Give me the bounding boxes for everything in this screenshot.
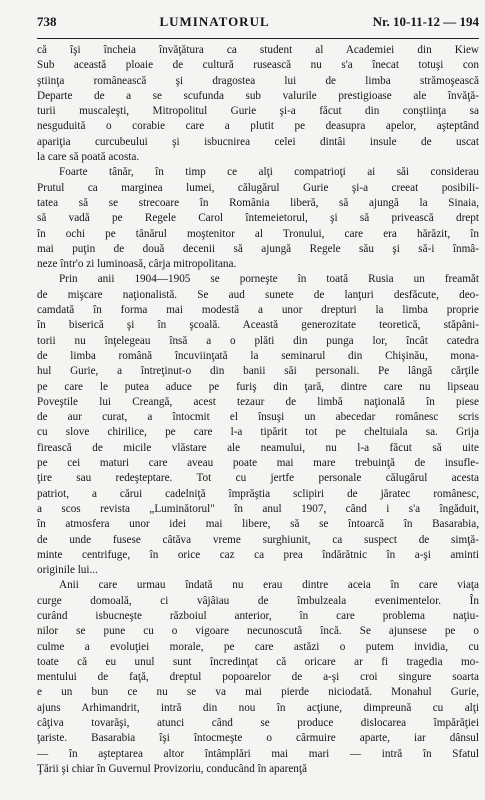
text-line: mentului de faţă, dreptul popoarelor de a-şi croi singure soarta: [37, 671, 479, 684]
text-line: de limba română încuviinţată la seminarul din Chişinău, mona-: [37, 349, 479, 362]
text-line: turii muscaleşti, Mitropolitul Gurie şi-a făcut din conştiinţa sa: [37, 105, 479, 118]
text-line: camdată în forma mai modestă a unor drepturi la limba proprie: [37, 304, 479, 317]
text-line: neze într'o zi luminoasă, cârja mitropolitana.: [37, 258, 237, 271]
text-line: că îşi încheia învăţătura ca student al Academiei din Kiew: [37, 44, 479, 56]
text-line: pe cei maturi care aveau poate mai mare trebuinţă de insufle-: [37, 457, 479, 470]
text-line: Prutul ca marginea lumei, călugărul Gurie şi-a creeat posibili-: [37, 181, 479, 194]
text-line: culme a evoluţiei morale, pe care astăzi o putem invidia, cu: [37, 640, 479, 653]
text-line: mai puţin de două decenii să ajungă Regele său şi să-i înmâ-: [37, 242, 479, 255]
text-line: Departe de a se scufunda sub valurile prestigioase ale învăţă-: [37, 89, 479, 102]
paragraph: [37, 578, 479, 777]
text-line: torii nu înţelegeau însă a o plăti din punga lor, încât catedra: [37, 334, 479, 347]
journal-title: LUMINATORUL: [159, 14, 270, 29]
issue-number: Nr. 10-11-12 — 194: [372, 14, 479, 29]
text-line: în biserică şi în şcoală. Această generozitate teoretică, stăpâni-: [37, 319, 479, 332]
text-line: câţiva tovarăşi, atunci când se produce dislocarea împărăţiei: [37, 717, 479, 730]
text-line: ştiinţa românească şi dragostea lui de limba strămoşească: [37, 74, 479, 87]
text-line: — în aşteptarea altor întâmplări mai mari — intră în Sfatul: [37, 747, 479, 760]
text-line: pe care le putea aduce pe furiş din ţară, dintre care nu lipseau: [37, 380, 479, 393]
text-line: ţariste. Basarabia îşi întocmeşte o cârmuire aparte, iar dânsul: [37, 732, 479, 745]
text-line: apariţia curcubeului şi isbucnirea celei dintâi insule de uscat: [37, 135, 479, 148]
text-line: de unde fusese câtăva vreme surghiunit, ca suspect de simţă-: [37, 533, 479, 546]
text-line: să vadă pe Regele Carol întemeietorul, şi să privească drept: [37, 212, 479, 225]
text-line: Foarte tânăr, în timp ce alţi compatrioţi ai săi considerau: [59, 166, 479, 179]
article-body: [37, 43, 479, 777]
text-line: nilor se pune cu o vigoare necunoscută încă. Se ajunsese pe o: [37, 625, 479, 638]
text-line: firească de micile vlăstare ale neamului, nu l-a făcut să uite: [37, 441, 479, 454]
text-line: cu slove chirilice, pe care l-a tipărit tot pe cheltuiala sa. Grija: [37, 426, 479, 439]
text-line: de aur curat, a întocmit el însuşi un abecedar românesc scris: [37, 411, 479, 424]
text-line: Sub această ploaie de cultură rusească nu s'a înecat totuşi con: [37, 59, 479, 72]
paragraph: [37, 272, 479, 578]
text-line: toate că eu unul sunt încredinţat că oricare ar fi tragedia mo-: [37, 655, 479, 668]
header-rule: [37, 38, 479, 39]
text-line: în ochi pe tânărul moştenitor al Tronului, care era hărăzit, în: [37, 227, 479, 240]
text-line: ţire sau redeşteptare. Tot cu jertfe personale călugărul acesta: [37, 472, 479, 485]
text-line: Prin anii 1904—1905 se porneşte în toată Rusia un freamăt: [59, 273, 479, 286]
paragraph: [37, 165, 479, 272]
text-line: originile lui...: [37, 564, 98, 577]
paragraph: [37, 43, 479, 165]
text-line: Anii care urmau îndată nu erau dintre aceia în care viaţa: [59, 579, 479, 592]
text-line: nesguduită o corabie care a plutit pe deasupra apelor, aşteptând: [37, 120, 479, 133]
text-line: Poveştile lui Creangă, acest tezaur de limbă naţională în piese: [37, 395, 479, 408]
text-line: în atmosfera unor idei mai libere, să se întoarcă în Basarabia,: [37, 518, 479, 531]
text-line: a scos revista „Luminătorul" în anul 1907, când i s'a îngăduit,: [37, 502, 479, 515]
page-header: [37, 14, 479, 34]
text-line: hul Gurie, a întreţinut-o din banii săi personali. Pe lângă cărţile: [37, 365, 479, 378]
text-line: curge domoală, ci vâjâiau de îmbulzeala evenimentelor. În: [37, 594, 479, 607]
text-line: Ţării şi chiar în Guvernul Provizoriu, conducând în aparenţă: [37, 762, 307, 775]
text-line: patriot, a cărui cadelniţă împrăştia sclipiri de jăratec românesc,: [37, 487, 479, 500]
text-line: de mişcare naţionalistă. Se aud sunete de lanţuri desfăcute, deo-: [37, 288, 479, 301]
page-number: 738: [37, 14, 57, 29]
text-line: tatea să se strecoare în România liberă, să ajungă la Sinaia,: [37, 196, 479, 209]
text-line: minte centrifuge, în orice caz ca prea îndărătnic în a-şi aminti: [37, 548, 479, 561]
text-line: e un bun ce nu se va mai pierde niciodată. Monahul Gurie,: [37, 686, 479, 699]
text-line: ajuns Arhimandrit, intră din nou în acţiune, dimpreună cu alţi: [37, 701, 479, 714]
text-line: la care să poată acosta.: [37, 151, 140, 164]
text-line: curând isbucneşte războiul anterior, în care problema naţiu-: [37, 609, 479, 622]
